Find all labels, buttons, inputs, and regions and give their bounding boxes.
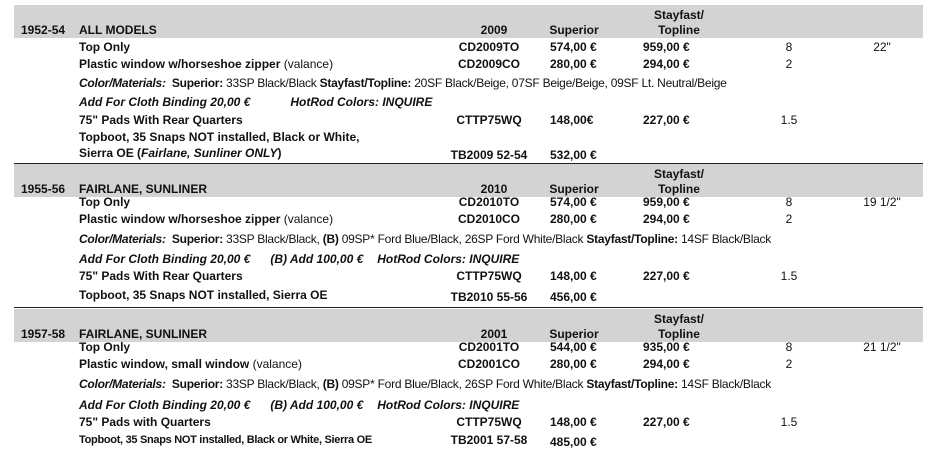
stayfast-header-line2: Topline — [658, 23, 700, 37]
row-stayfast-price: 294,00 € — [643, 212, 690, 226]
row-stayfast-price: 294,00 € — [643, 357, 690, 371]
row-superior-price: 148,00 € — [550, 269, 597, 283]
row-code: CD2010CO — [457, 212, 521, 226]
topboot-description-line1: Topboot, 35 Snaps NOT installed, Black or White, — [79, 130, 360, 144]
topboot-row-line2 — [14, 145, 923, 162]
topboot-row — [14, 432, 923, 449]
stayfast-header-line2: Topline — [658, 327, 700, 341]
section-header — [14, 164, 923, 197]
table-row — [14, 112, 923, 129]
row-stayfast-price: 959,00 € — [643, 195, 690, 209]
stayfast-header-line1: Stayfast/ — [653, 167, 705, 181]
section-divider — [14, 307, 923, 308]
code-header: 2001 — [480, 327, 508, 341]
stayfast-header-line1: Stayfast/ — [653, 312, 705, 326]
row-size: 22" — [873, 40, 891, 54]
row-description: Plastic window w/horseshoe zipper (valance) — [79, 212, 334, 226]
code-header: 2009 — [480, 23, 508, 37]
topboot-row — [14, 287, 923, 304]
table-row — [14, 194, 923, 211]
color-materials-note: Color/Materials: Superior: 33SP Black/Black, (B) 09SP* Ford Blue/Black, 26SP Ford White/Black Stayfast/Topline: 14SF Black/Black — [79, 377, 772, 391]
topboot-description: Topboot, 35 Snaps NOT installed, Black or White, Sierra OE — [79, 434, 372, 446]
topboot-superior-price: 485,00 € — [550, 435, 597, 449]
superior-header: Superior — [549, 23, 599, 37]
row-superior-price: 574,00 € — [550, 195, 597, 209]
color-materials-note: Color/Materials: Superior: 33SP Black/Black, (B) 09SP* Ford Blue/Black, 26SP Ford White/Black Stayfast/Topline: 14SF Black/Black — [79, 232, 772, 246]
binding-note: Add For Cloth Binding 20,00 € HotRod Colors: INQUIRE — [79, 95, 433, 109]
stayfast-header-line2: Topline — [658, 182, 700, 196]
topboot-description-line2: Sierra OE (Fairlane, Sunliner ONLY) — [79, 146, 282, 160]
row-qty: 1.5 — [780, 269, 798, 283]
binding-note: Add For Cloth Binding 20,00 € (B) Add 100,00 € HotRod Colors: INQUIRE — [79, 398, 520, 412]
row-superior-price: 574,00 € — [550, 40, 597, 54]
superior-header: Superior — [549, 327, 599, 341]
row-code: CD2009CO — [457, 57, 521, 71]
section-header — [14, 309, 923, 342]
row-code: CD2009TO — [458, 40, 520, 54]
row-description: Plastic window, small window (valance) — [79, 357, 302, 371]
row-description: Top Only — [79, 40, 131, 54]
row-code: CD2010TO — [458, 195, 520, 209]
row-description: 75" Pads With Rear Quarters — [79, 269, 243, 283]
row-qty: 1.5 — [780, 113, 798, 127]
topboot-superior-price: 532,00 € — [550, 148, 597, 162]
section-header — [14, 5, 923, 38]
row-code: CTTP75WQ — [456, 113, 522, 127]
table-row — [14, 56, 923, 73]
section-1957-58 — [14, 309, 923, 454]
row-stayfast-price: 227,00 € — [643, 415, 690, 429]
topboot-code: TB2010 55-56 — [450, 290, 528, 304]
binding-note: Add For Cloth Binding 20,00 € (B) Add 100,00 € HotRod Colors: INQUIRE — [79, 252, 520, 266]
table-row — [14, 268, 923, 285]
row-superior-price: 280,00 € — [550, 357, 597, 371]
row-superior-price: 148,00 € — [550, 415, 597, 429]
row-superior-price: 280,00 € — [550, 212, 597, 226]
row-stayfast-price: 935,00 € — [643, 340, 690, 354]
section-models: FAIRLANE, SUNLINER — [79, 182, 208, 196]
row-code: CD2001CO — [457, 357, 521, 371]
table-row — [14, 356, 923, 373]
table-row — [14, 339, 923, 356]
table-row — [14, 211, 923, 228]
stayfast-header-line1: Stayfast/ — [653, 8, 705, 22]
topboot-code: TB2001 57-58 — [450, 433, 528, 447]
row-stayfast-price: 227,00 € — [643, 113, 690, 127]
row-qty: 8 — [785, 340, 793, 354]
topboot-row-line1 — [14, 129, 923, 146]
row-description: Plastic window w/horseshoe zipper (valance) — [79, 57, 334, 71]
superior-header: Superior — [549, 182, 599, 196]
row-stayfast-price: 959,00 € — [643, 40, 690, 54]
topboot-description: Topboot, 35 Snaps NOT installed, Sierra OE — [79, 288, 328, 302]
row-qty: 8 — [785, 195, 793, 209]
row-description: 75" Pads With Rear Quarters — [79, 113, 243, 127]
row-qty: 2 — [785, 357, 793, 371]
row-size: 21 1/2" — [863, 340, 901, 354]
color-materials-note: Color/Materials: Superior: 33SP Black/Black Stayfast/Topline: 20SF Black/Beige, 07SF Beige/Beige, 09SF Lt. Neutral/Beige — [79, 76, 727, 90]
section-years: 1957-58 — [21, 327, 66, 341]
row-superior-price: 280,00 € — [550, 57, 597, 71]
topboot-code: TB2009 52-54 — [450, 148, 528, 162]
row-qty: 2 — [785, 212, 793, 226]
row-code: CTTP75WQ — [456, 269, 522, 283]
section-models: FAIRLANE, SUNLINER — [79, 327, 208, 341]
row-code: CTTP75WQ — [456, 415, 522, 429]
section-years: 1955-56 — [21, 182, 66, 196]
row-description: 75" Pads with Quarters — [79, 415, 211, 429]
row-qty: 1.5 — [780, 415, 798, 429]
row-superior-price: 148,00€ — [550, 113, 594, 127]
row-description: Top Only — [79, 340, 131, 354]
table-row — [14, 39, 923, 56]
row-stayfast-price: 227,00 € — [643, 269, 690, 283]
row-size: 19 1/2" — [863, 195, 901, 209]
row-qty: 8 — [785, 40, 793, 54]
row-superior-price: 544,00 € — [550, 340, 597, 354]
section-years: 1952-54 — [21, 23, 66, 37]
row-qty: 2 — [785, 57, 793, 71]
row-code: CD2001TO — [458, 340, 520, 354]
row-description: Top Only — [79, 195, 131, 209]
table-row — [14, 414, 923, 431]
section-1952-54 — [14, 5, 923, 165]
code-header: 2010 — [480, 182, 508, 196]
row-stayfast-price: 294,00 € — [643, 57, 690, 71]
section-models: ALL MODELS — [79, 23, 157, 37]
topboot-superior-price: 456,00 € — [550, 290, 597, 304]
section-1955-56 — [14, 164, 923, 306]
